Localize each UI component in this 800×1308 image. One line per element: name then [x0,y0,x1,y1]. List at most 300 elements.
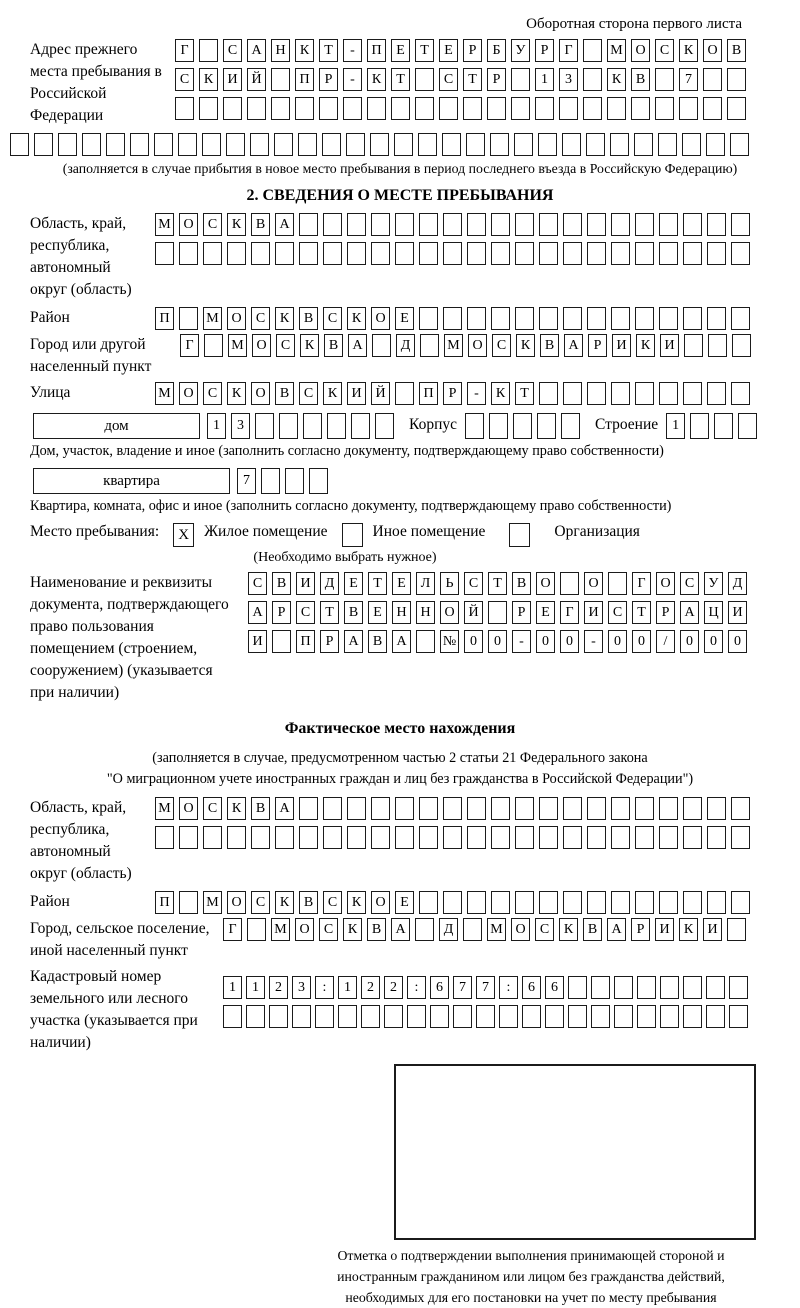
char-cell[interactable]: Д [728,572,747,595]
char-cell[interactable] [322,133,341,156]
char-cell[interactable]: Д [396,334,415,357]
char-cell[interactable] [690,413,709,439]
char-cell[interactable]: К [559,918,578,941]
char-cell[interactable] [179,307,198,330]
char-cell[interactable] [203,826,222,849]
char-cell[interactable] [659,826,678,849]
char-cell[interactable] [539,797,558,820]
char-cell[interactable] [467,826,486,849]
char-cell[interactable] [706,1005,725,1028]
char-cell[interactable]: С [296,601,315,624]
char-cell[interactable] [323,242,342,265]
char-cell[interactable]: 7 [679,68,698,91]
char-cell[interactable] [658,133,677,156]
char-cell[interactable] [251,826,270,849]
char-cell[interactable] [130,133,149,156]
gorod-row[interactable] [180,334,756,357]
char-cell[interactable] [631,97,650,120]
char-cell[interactable] [227,826,246,849]
char-cell[interactable]: О [584,572,603,595]
char-cell[interactable]: К [347,891,366,914]
char-cell[interactable]: И [347,382,366,405]
char-cell[interactable]: С [175,68,194,91]
char-cell[interactable] [453,1005,472,1028]
char-cell[interactable]: А [275,213,294,236]
char-cell[interactable]: 1 [246,976,265,999]
char-cell[interactable] [683,891,702,914]
char-cell[interactable] [367,97,386,120]
char-cell[interactable]: Е [395,891,414,914]
char-cell[interactable]: О [179,382,198,405]
char-cell[interactable] [730,133,749,156]
char-cell[interactable] [443,891,462,914]
char-cell[interactable]: 1 [207,413,226,439]
char-cell[interactable] [563,382,582,405]
char-cell[interactable]: М [203,891,222,914]
prev-address-row-1[interactable] [175,39,751,62]
char-cell[interactable]: О [371,307,390,330]
char-cell[interactable] [707,213,726,236]
char-cell[interactable]: Н [416,601,435,624]
char-cell[interactable]: О [227,891,246,914]
oblast-row-1[interactable] [155,213,755,236]
char-cell[interactable]: 7 [453,976,472,999]
char-cell[interactable] [58,133,77,156]
char-cell[interactable] [683,797,702,820]
char-cell[interactable] [419,797,438,820]
char-cell[interactable]: 0 [608,630,627,653]
char-cell[interactable] [415,918,434,941]
char-cell[interactable] [611,213,630,236]
char-cell[interactable]: М [487,918,506,941]
char-cell[interactable] [563,797,582,820]
char-cell[interactable] [660,1005,679,1028]
char-cell[interactable]: К [323,382,342,405]
char-cell[interactable] [175,97,194,120]
char-cell[interactable] [204,334,223,357]
char-cell[interactable]: О [468,334,487,357]
char-cell[interactable] [179,826,198,849]
char-cell[interactable]: И [655,918,674,941]
char-cell[interactable] [463,97,482,120]
char-cell[interactable] [346,133,365,156]
char-cell[interactable] [706,976,725,999]
char-cell[interactable] [361,1005,380,1028]
char-cell[interactable] [491,242,510,265]
char-cell[interactable]: К [491,382,510,405]
char-cell[interactable]: М [444,334,463,357]
char-cell[interactable] [583,39,602,62]
char-cell[interactable] [703,97,722,120]
char-cell[interactable]: Б [487,39,506,62]
char-cell[interactable] [727,97,746,120]
char-cell[interactable]: А [680,601,699,624]
char-cell[interactable] [467,213,486,236]
dom-number-row[interactable] [207,413,399,439]
char-cell[interactable] [275,826,294,849]
char-cell[interactable] [591,1005,610,1028]
char-cell[interactable] [683,382,702,405]
char-cell[interactable]: 3 [559,68,578,91]
char-cell[interactable] [467,242,486,265]
char-cell[interactable] [155,242,174,265]
char-cell[interactable]: 7 [237,468,256,494]
char-cell[interactable] [586,133,605,156]
char-cell[interactable] [271,97,290,120]
char-cell[interactable] [522,1005,541,1028]
char-cell[interactable]: Т [320,601,339,624]
char-cell[interactable]: И [660,334,679,357]
char-cell[interactable] [511,97,530,120]
char-cell[interactable] [659,891,678,914]
char-cell[interactable] [659,382,678,405]
char-cell[interactable] [491,797,510,820]
char-cell[interactable]: 2 [361,976,380,999]
char-cell[interactable]: И [296,572,315,595]
char-cell[interactable]: П [419,382,438,405]
char-cell[interactable]: Т [368,572,387,595]
char-cell[interactable] [443,213,462,236]
char-cell[interactable]: О [179,797,198,820]
char-cell[interactable] [443,826,462,849]
char-cell[interactable] [292,1005,311,1028]
char-cell[interactable] [419,826,438,849]
char-cell[interactable] [247,918,266,941]
char-cell[interactable]: Р [588,334,607,357]
char-cell[interactable] [351,413,370,439]
char-cell[interactable]: В [299,891,318,914]
char-cell[interactable]: 3 [292,976,311,999]
char-cell[interactable] [476,1005,495,1028]
char-cell[interactable] [561,413,580,439]
char-cell[interactable] [659,242,678,265]
char-cell[interactable] [635,826,654,849]
char-cell[interactable] [611,242,630,265]
char-cell[interactable] [223,97,242,120]
char-cell[interactable] [223,1005,242,1028]
char-cell[interactable] [226,133,245,156]
checkbox-inoe[interactable] [342,523,363,547]
char-cell[interactable]: С [439,68,458,91]
char-cell[interactable] [442,133,461,156]
char-cell[interactable] [563,891,582,914]
char-cell[interactable]: О [703,39,722,62]
char-cell[interactable]: С [319,918,338,941]
char-cell[interactable] [727,68,746,91]
char-cell[interactable] [443,242,462,265]
char-cell[interactable] [608,572,627,595]
char-cell[interactable] [583,68,602,91]
char-cell[interactable] [309,468,328,494]
char-cell[interactable]: Т [515,382,534,405]
document-row-1[interactable] [248,572,752,595]
char-cell[interactable] [299,242,318,265]
char-cell[interactable] [430,1005,449,1028]
char-cell[interactable] [679,97,698,120]
char-cell[interactable]: А [275,797,294,820]
char-cell[interactable] [338,1005,357,1028]
char-cell[interactable]: - [343,68,362,91]
char-cell[interactable] [443,307,462,330]
char-cell[interactable] [539,382,558,405]
char-cell[interactable]: О [295,918,314,941]
raion-row[interactable] [155,307,755,330]
char-cell[interactable] [511,68,530,91]
char-cell[interactable]: К [295,39,314,62]
char-cell[interactable]: 0 [536,630,555,653]
char-cell[interactable] [660,976,679,999]
char-cell[interactable] [274,133,293,156]
char-cell[interactable]: И [728,601,747,624]
char-cell[interactable] [154,133,173,156]
char-cell[interactable] [315,1005,334,1028]
char-cell[interactable] [443,797,462,820]
char-cell[interactable]: П [367,39,386,62]
char-cell[interactable] [659,307,678,330]
char-cell[interactable] [659,213,678,236]
char-cell[interactable] [559,97,578,120]
char-cell[interactable] [727,918,746,941]
char-cell[interactable]: К [199,68,218,91]
char-cell[interactable] [419,307,438,330]
char-cell[interactable] [491,826,510,849]
char-cell[interactable] [179,891,198,914]
char-cell[interactable]: Е [344,572,363,595]
char-cell[interactable]: А [564,334,583,357]
char-cell[interactable] [491,307,510,330]
char-cell[interactable]: М [607,39,626,62]
prev-address-row-3[interactable] [175,97,751,120]
char-cell[interactable] [703,68,722,91]
char-cell[interactable]: Г [559,39,578,62]
char-cell[interactable] [635,797,654,820]
oblast-row-2[interactable] [155,242,755,265]
char-cell[interactable] [375,413,394,439]
char-cell[interactable]: : [407,976,426,999]
char-cell[interactable]: О [251,382,270,405]
char-cell[interactable] [419,213,438,236]
char-cell[interactable]: Р [463,39,482,62]
char-cell[interactable] [563,242,582,265]
char-cell[interactable] [587,891,606,914]
char-cell[interactable] [563,307,582,330]
char-cell[interactable] [394,133,413,156]
char-cell[interactable] [683,213,702,236]
char-cell[interactable]: 2 [384,976,403,999]
char-cell[interactable]: Ь [440,572,459,595]
document-row-2[interactable] [248,601,752,624]
char-cell[interactable]: - [343,39,362,62]
char-cell[interactable] [82,133,101,156]
char-cell[interactable] [323,797,342,820]
char-cell[interactable] [395,797,414,820]
char-cell[interactable]: Р [320,630,339,653]
char-cell[interactable] [347,213,366,236]
char-cell[interactable]: К [607,68,626,91]
char-cell[interactable]: Т [632,601,651,624]
fact-oblast-row-2[interactable] [155,826,755,849]
char-cell[interactable]: О [536,572,555,595]
char-cell[interactable] [731,213,750,236]
char-cell[interactable]: В [275,382,294,405]
char-cell[interactable] [729,976,748,999]
char-cell[interactable]: М [155,797,174,820]
char-cell[interactable]: Г [175,39,194,62]
char-cell[interactable] [591,976,610,999]
char-cell[interactable]: И [703,918,722,941]
char-cell[interactable] [707,797,726,820]
char-cell[interactable] [303,413,322,439]
char-cell[interactable]: : [315,976,334,999]
char-cell[interactable] [635,891,654,914]
char-cell[interactable]: Ц [704,601,723,624]
char-cell[interactable] [731,797,750,820]
char-cell[interactable]: О [511,918,530,941]
char-cell[interactable]: С [608,601,627,624]
char-cell[interactable]: П [155,307,174,330]
char-cell[interactable]: С [248,572,267,595]
char-cell[interactable] [707,891,726,914]
char-cell[interactable]: П [155,891,174,914]
char-cell[interactable] [372,334,391,357]
char-cell[interactable]: Г [223,918,242,941]
char-cell[interactable] [155,826,174,849]
char-cell[interactable]: 0 [704,630,723,653]
char-cell[interactable]: В [251,797,270,820]
char-cell[interactable]: Р [319,68,338,91]
char-cell[interactable] [568,1005,587,1028]
char-cell[interactable] [255,413,274,439]
char-cell[interactable]: 6 [545,976,564,999]
char-cell[interactable]: В [272,572,291,595]
char-cell[interactable]: К [367,68,386,91]
char-cell[interactable] [395,382,414,405]
char-cell[interactable] [371,826,390,849]
char-cell[interactable]: В [583,918,602,941]
char-cell[interactable]: И [584,601,603,624]
char-cell[interactable] [587,242,606,265]
char-cell[interactable] [463,918,482,941]
char-cell[interactable] [539,242,558,265]
char-cell[interactable] [659,797,678,820]
char-cell[interactable]: К [275,891,294,914]
char-cell[interactable]: К [227,382,246,405]
kvartira-type-box[interactable]: квартира [33,468,230,494]
char-cell[interactable] [323,213,342,236]
char-cell[interactable] [327,413,346,439]
char-cell[interactable]: К [343,918,362,941]
char-cell[interactable]: Г [560,601,579,624]
char-cell[interactable]: К [679,39,698,62]
char-cell[interactable]: С [203,382,222,405]
char-cell[interactable]: О [656,572,675,595]
char-cell[interactable] [683,826,702,849]
char-cell[interactable]: О [440,601,459,624]
fact-raion-row[interactable] [155,891,755,914]
char-cell[interactable] [395,213,414,236]
char-cell[interactable]: П [295,68,314,91]
char-cell[interactable]: П [296,630,315,653]
char-cell[interactable] [370,133,389,156]
char-cell[interactable]: Д [320,572,339,595]
char-cell[interactable] [299,797,318,820]
char-cell[interactable]: С [251,307,270,330]
char-cell[interactable] [587,797,606,820]
char-cell[interactable] [655,68,674,91]
char-cell[interactable]: В [727,39,746,62]
char-cell[interactable]: К [516,334,535,357]
char-cell[interactable]: В [540,334,559,357]
char-cell[interactable]: Р [512,601,531,624]
char-cell[interactable]: А [247,39,266,62]
char-cell[interactable]: Г [632,572,651,595]
char-cell[interactable] [729,1005,748,1028]
char-cell[interactable] [731,826,750,849]
char-cell[interactable]: - [512,630,531,653]
char-cell[interactable] [714,413,733,439]
char-cell[interactable]: М [155,213,174,236]
char-cell[interactable] [247,97,266,120]
char-cell[interactable] [732,334,751,357]
char-cell[interactable] [514,133,533,156]
char-cell[interactable] [515,307,534,330]
prev-address-row-2[interactable] [175,68,751,91]
char-cell[interactable] [418,133,437,156]
char-cell[interactable]: 1 [338,976,357,999]
char-cell[interactable] [539,307,558,330]
korpus-row[interactable] [465,413,585,439]
kadastr-row-1[interactable] [223,976,752,999]
char-cell[interactable] [683,242,702,265]
char-cell[interactable] [419,242,438,265]
char-cell[interactable]: А [344,630,363,653]
char-cell[interactable] [347,826,366,849]
char-cell[interactable]: С [655,39,674,62]
char-cell[interactable] [279,413,298,439]
char-cell[interactable]: Р [443,382,462,405]
char-cell[interactable] [295,97,314,120]
char-cell[interactable] [467,307,486,330]
char-cell[interactable] [587,213,606,236]
char-cell[interactable]: У [511,39,530,62]
char-cell[interactable] [515,891,534,914]
char-cell[interactable] [491,213,510,236]
char-cell[interactable] [34,133,53,156]
char-cell[interactable] [731,891,750,914]
char-cell[interactable]: 0 [464,630,483,653]
char-cell[interactable]: Е [439,39,458,62]
char-cell[interactable]: К [275,307,294,330]
char-cell[interactable] [707,826,726,849]
prev-address-row-4[interactable] [10,133,800,156]
char-cell[interactable]: С [251,891,270,914]
checkbox-organizatsiya[interactable] [509,523,530,547]
char-cell[interactable] [415,68,434,91]
char-cell[interactable]: Е [391,39,410,62]
kadastr-row-2[interactable] [223,1005,752,1028]
char-cell[interactable] [203,242,222,265]
char-cell[interactable] [537,413,556,439]
char-cell[interactable] [708,334,727,357]
char-cell[interactable] [684,334,703,357]
char-cell[interactable]: 7 [476,976,495,999]
char-cell[interactable]: Е [395,307,414,330]
char-cell[interactable] [682,133,701,156]
ulitsa-row[interactable] [155,382,755,405]
char-cell[interactable] [539,891,558,914]
char-cell[interactable]: - [467,382,486,405]
char-cell[interactable] [261,468,280,494]
